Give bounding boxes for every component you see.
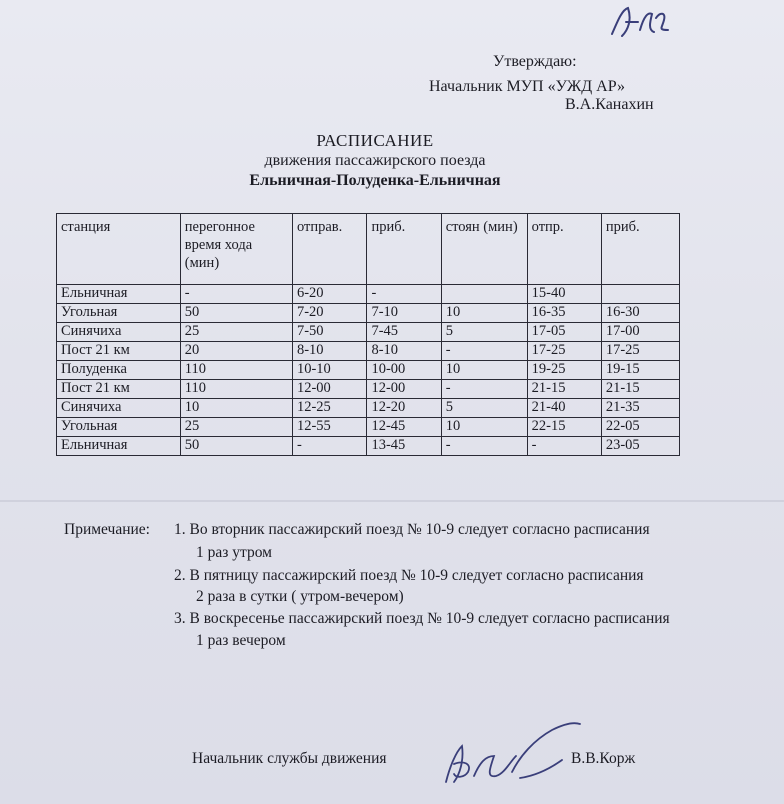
table-cell: 110 — [180, 361, 292, 380]
table-cell: 50 — [180, 304, 292, 323]
table-cell: Ельничная — [57, 285, 181, 304]
table-cell: 7-50 — [292, 323, 367, 342]
table-cell: - — [527, 437, 601, 456]
table-cell: Угольная — [57, 418, 181, 437]
header-cell: станция — [57, 214, 181, 285]
table-cell: 12-20 — [367, 399, 441, 418]
table-row — [57, 380, 680, 399]
table-cell: 16-30 — [601, 304, 679, 323]
note-2-sub: 2 раза в сутки ( утром-вечером) — [196, 588, 404, 605]
table-cell: 6-20 — [292, 285, 367, 304]
table-cell: Синячиха — [57, 399, 181, 418]
table-row — [57, 285, 680, 304]
table-cell: 10 — [441, 361, 527, 380]
table-cell: 19-25 — [527, 361, 601, 380]
table-cell: 12-25 — [292, 399, 367, 418]
table-cell: 12-55 — [292, 418, 367, 437]
table-cell: 5 — [441, 323, 527, 342]
table-cell: 17-00 — [601, 323, 679, 342]
paper-fold — [0, 500, 784, 502]
header-cell: приб. — [367, 214, 441, 285]
table-cell: - — [441, 380, 527, 399]
table-cell: 110 — [180, 380, 292, 399]
table-cell: 8-10 — [367, 342, 441, 361]
table-cell: 10 — [180, 399, 292, 418]
table-cell: - — [180, 285, 292, 304]
table-cell — [441, 285, 527, 304]
signature-role: Начальник службы движения — [192, 750, 387, 767]
table-cell: 17-05 — [527, 323, 601, 342]
header-cell: приб. — [601, 214, 679, 285]
note-1-main: 1. Во вторник пассажирский поезд № 10-9 следует согласно расписания — [174, 521, 650, 538]
table-cell: 10-10 — [292, 361, 367, 380]
table-row — [57, 342, 680, 361]
table-cell: 12-00 — [292, 380, 367, 399]
table-row — [57, 437, 680, 456]
title-line-3: Ельничная-Полуденка-Ельничная — [249, 172, 501, 189]
approval-line-2: Начальник МУП «УЖД АР» — [429, 78, 626, 95]
title-line-2: движения пассажирского поезда — [264, 152, 486, 169]
title-line-1: РАСПИСАНИЕ — [316, 131, 434, 150]
table-cell: - — [441, 342, 527, 361]
header-cell: отправ. — [292, 214, 367, 285]
table-cell: 10 — [441, 418, 527, 437]
document-title — [150, 131, 600, 191]
table-cell: 25 — [180, 418, 292, 437]
table-cell: Полуденка — [57, 361, 181, 380]
table-cell: Ельничная — [57, 437, 181, 456]
table-cell: 25 — [180, 323, 292, 342]
table-cell: 12-00 — [367, 380, 441, 399]
header-cell: стоян (мин) — [441, 214, 527, 285]
table-cell: - — [441, 437, 527, 456]
table-cell: 7-45 — [367, 323, 441, 342]
table-cell: 12-45 — [367, 418, 441, 437]
table-cell: 50 — [180, 437, 292, 456]
header-cell: отпр. — [527, 214, 601, 285]
table-cell: 22-05 — [601, 418, 679, 437]
table-row — [57, 304, 680, 323]
handwritten-signature — [424, 716, 594, 798]
table-cell: 19-15 — [601, 361, 679, 380]
table-cell: 22-15 — [527, 418, 601, 437]
header-cell: перегонное время хода (мин) — [180, 214, 292, 285]
notes-prefix: Примечание: — [64, 521, 150, 538]
table-cell: 21-35 — [601, 399, 679, 418]
table-cell: Угольная — [57, 304, 181, 323]
table-row — [57, 418, 680, 437]
table-cell: 16-35 — [527, 304, 601, 323]
table-row — [57, 323, 680, 342]
table-cell: 21-40 — [527, 399, 601, 418]
table-cell: - — [367, 285, 441, 304]
table-cell: 21-15 — [601, 380, 679, 399]
table-cell: 10-00 — [367, 361, 441, 380]
table-cell: 17-25 — [527, 342, 601, 361]
table-header-row — [57, 214, 680, 285]
table-cell: 10 — [441, 304, 527, 323]
table-cell: 23-05 — [601, 437, 679, 456]
table-cell: Пост 21 км — [57, 380, 181, 399]
table-row — [57, 361, 680, 380]
signature-name: В.В.Корж — [571, 750, 636, 767]
note-1-sub: 1 раз утром — [196, 544, 272, 561]
table-cell: 17-25 — [601, 342, 679, 361]
table-row — [57, 399, 680, 418]
table-cell: 20 — [180, 342, 292, 361]
schedule-table — [56, 213, 680, 456]
table-cell: 13-45 — [367, 437, 441, 456]
note-2-main: 2. В пятницу пассажирский поезд № 10-9 следует согласно расписания — [174, 567, 644, 584]
table-cell: 7-10 — [367, 304, 441, 323]
approval-line-1: Утверждаю: — [493, 53, 577, 70]
table-cell: Пост 21 км — [57, 342, 181, 361]
table-cell: 8-10 — [292, 342, 367, 361]
table-cell: 7-20 — [292, 304, 367, 323]
note-3-sub: 1 раз вечером — [196, 632, 286, 649]
corner-handwritten-mark — [604, 0, 694, 44]
note-3-main: 3. В воскресенье пассажирский поезд № 10-9 следует согласно расписания — [174, 610, 670, 627]
table-cell: - — [292, 437, 367, 456]
table-cell: 5 — [441, 399, 527, 418]
table-cell: Синячиха — [57, 323, 181, 342]
table-cell — [601, 285, 679, 304]
table-cell: 21-15 — [527, 380, 601, 399]
approval-line-3: В.А.Канахин — [565, 96, 654, 113]
table-cell: 15-40 — [527, 285, 601, 304]
